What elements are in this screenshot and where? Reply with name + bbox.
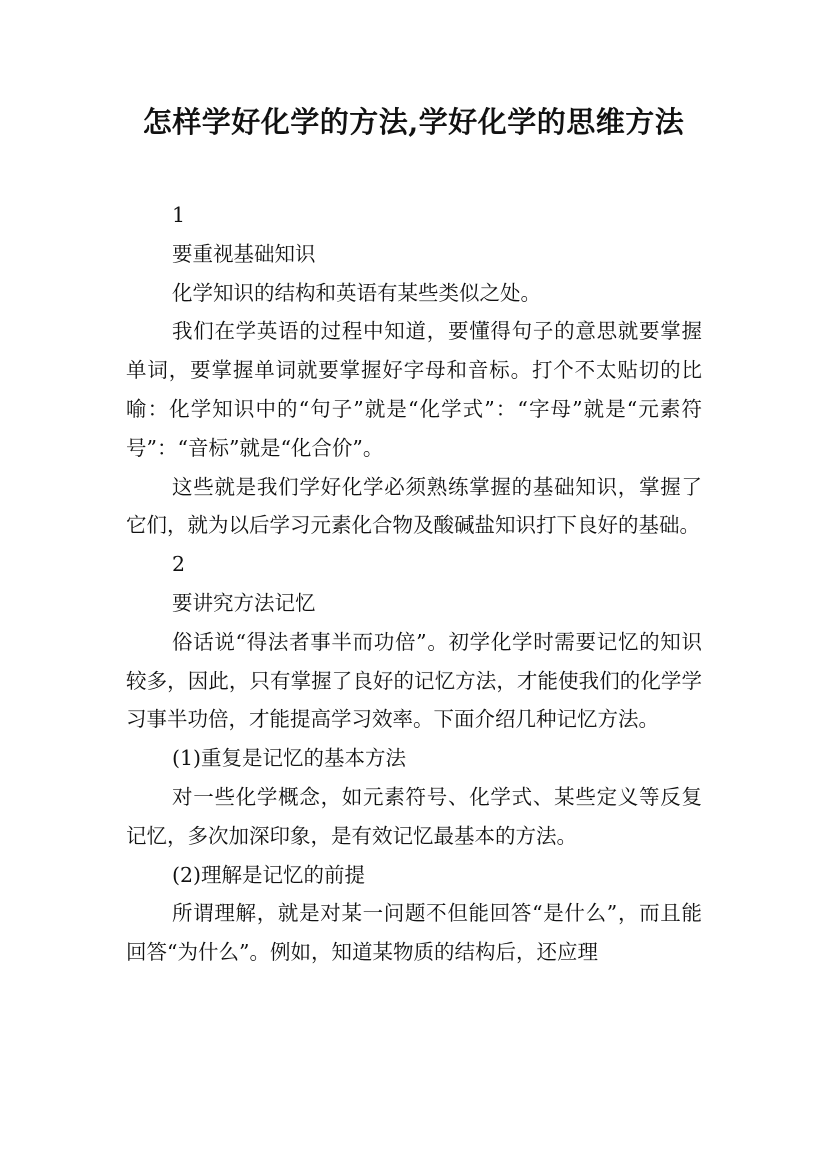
body-paragraph: 这些就是我们学好化学必须熟练掌握的基础知识，掌握了它们，就为以后学习元素化合物及酸碱盐知识打下良好的基础。	[126, 474, 702, 538]
body-paragraph: 俗话说“得法者事半而功倍”。初学化学时需要记忆的知识较多，因此，只有掌握了良好的记忆方法，才能使我们的化学学习事半功倍，才能提高学习效率。下面介绍几种记忆方法。	[126, 629, 702, 732]
section-heading-basics: 要重视基础知识	[172, 241, 316, 266]
document-title: 怎样学好化学的方法,学好化学的思维方法	[142, 105, 685, 139]
document-body	[126, 196, 702, 972]
body-paragraph: 所谓理解，就是对某一问题不但能回答“是什么”，而且能回答“为什么”。例如，知道某物质的结构后，还应理	[126, 901, 702, 965]
section-heading-memory: 要讲究方法记忆	[172, 590, 316, 615]
subheading-repetition: (1)重复是记忆的基本方法	[172, 746, 407, 771]
body-paragraph: 对一些化学概念，如元素符号、化学式、某些定义等反复记忆，多次加深印象，是有效记忆最基本的方法。	[126, 784, 702, 848]
section-number-1: 1	[172, 203, 186, 227]
body-paragraph: 我们在学英语的过程中知道，要懂得句子的意思就要掌握单词，要掌握单词就要掌握好字母和音标。打个不太贴切的比喻：化学知识中的“句子”就是“化学式”：“字母”就是“元素符号”：“音标”就是“化合价”。	[126, 319, 702, 460]
body-paragraph: 化学知识的结构和英语有某些类似之处。	[172, 280, 541, 305]
section-number-2: 2	[172, 552, 186, 577]
subheading-understanding: (2)理解是记忆的前提	[172, 862, 366, 887]
